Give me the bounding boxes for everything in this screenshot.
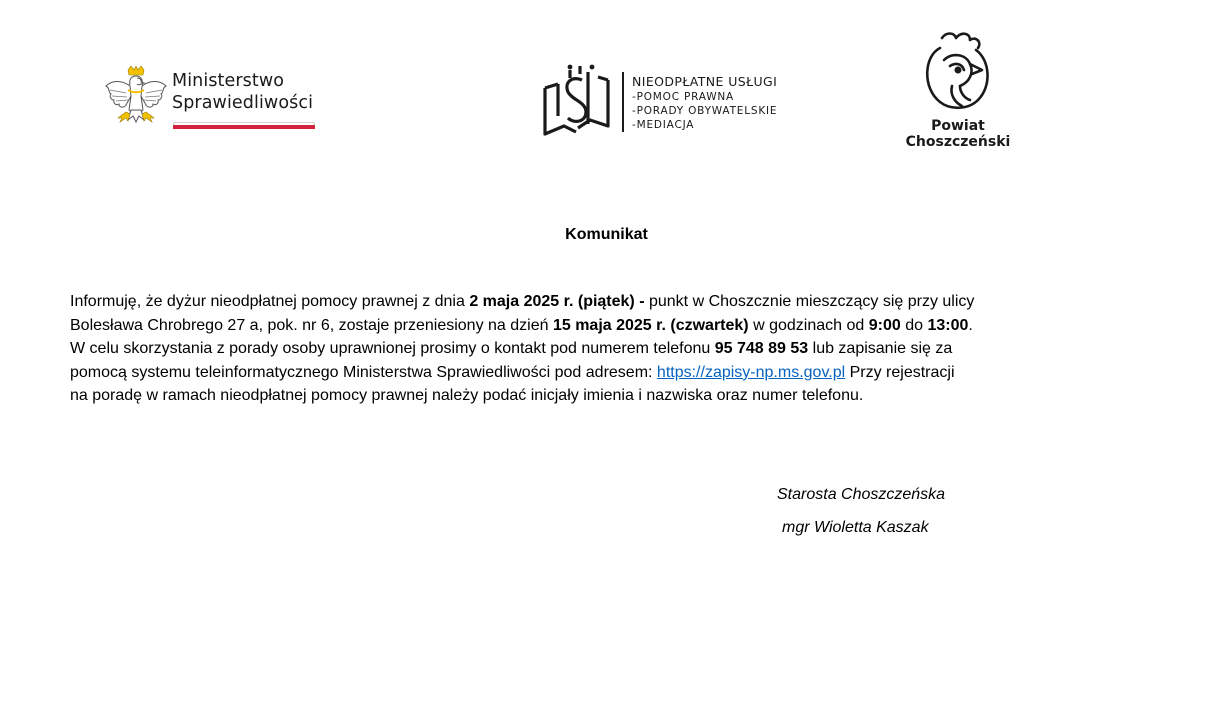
text-run: w godzinach od bbox=[748, 316, 869, 334]
ministry-name bbox=[172, 70, 313, 114]
text-run: pomocą systemu teleinformatycznego Ministerstwa Sprawiedliwości pod adresem: bbox=[70, 363, 657, 381]
time-end: 13:00 bbox=[927, 316, 969, 334]
eagle-head-emblem-icon bbox=[920, 30, 996, 114]
powiat-name-line2: Choszczeński bbox=[905, 134, 1011, 150]
announcement-body bbox=[70, 290, 1150, 408]
powiat-name-line1: Powiat bbox=[931, 118, 985, 134]
body-line: na poradę w ramach nieodpłatnej pomocy prawnej należy podać inicjały imienia i nazwiska oraz numer telefonu. bbox=[70, 387, 864, 404]
date-original: 2 maja 2025 r. (piątek) - bbox=[469, 293, 645, 310]
text-run: do bbox=[900, 316, 928, 334]
text-run: punkt w Choszcznie mieszczący się przy ulicy bbox=[644, 293, 975, 310]
body-line bbox=[70, 337, 1150, 361]
document-title: Komunikat bbox=[565, 226, 648, 243]
ministry-name-line1: Ministerstwo bbox=[172, 71, 285, 91]
free-services-item: -POMOC PRAWNA bbox=[632, 91, 735, 103]
text-run: Informuję, że dyżur nieodpłatnej pomocy prawnej z dnia bbox=[70, 293, 470, 310]
text-run: . bbox=[968, 316, 973, 334]
free-services-logo bbox=[542, 64, 802, 140]
free-services-item: -MEDIACJA bbox=[632, 119, 695, 131]
signature-name: mgr Wioletta Kaszak bbox=[782, 519, 929, 536]
ministry-logo bbox=[104, 66, 324, 136]
free-services-item: -PORADY OBYWATELSKIE bbox=[632, 105, 778, 117]
text-run: Przy rejestracji bbox=[845, 363, 955, 381]
free-services-title: NIEODPŁATNE USŁUGI bbox=[632, 74, 778, 89]
white-eagle-emblem-icon bbox=[104, 66, 168, 132]
body-line bbox=[70, 290, 1150, 314]
body-line bbox=[70, 361, 1150, 385]
phone-number: 95 748 89 53 bbox=[714, 340, 809, 357]
registration-link[interactable]: https://zapisy-np.ms.gov.pl bbox=[656, 363, 846, 381]
text-run: lub zapisanie się za bbox=[808, 340, 953, 357]
date-new: 15 maja 2025 r. (czwartek) bbox=[552, 316, 749, 334]
signature-title: Starosta Choszczeńska bbox=[777, 486, 946, 503]
text-run: Bolesława Chrobrego 27 a, pok. nr 6, zostaje przeniesiony na dzień bbox=[70, 316, 553, 334]
polish-flag-stripe bbox=[173, 122, 315, 131]
powiat-name bbox=[898, 118, 1018, 150]
open-book-icon bbox=[542, 64, 612, 138]
time-start: 9:00 bbox=[868, 316, 901, 334]
powiat-logo bbox=[898, 30, 1024, 156]
logo-divider bbox=[622, 72, 624, 132]
free-services-text bbox=[632, 73, 777, 132]
ministry-name-line2: Sprawiedliwości bbox=[172, 93, 314, 113]
text-run: W celu skorzystania z porady osoby uprawnionej prosimy o kontakt pod numerem telefonu bbox=[70, 340, 715, 357]
body-line bbox=[70, 314, 1150, 338]
